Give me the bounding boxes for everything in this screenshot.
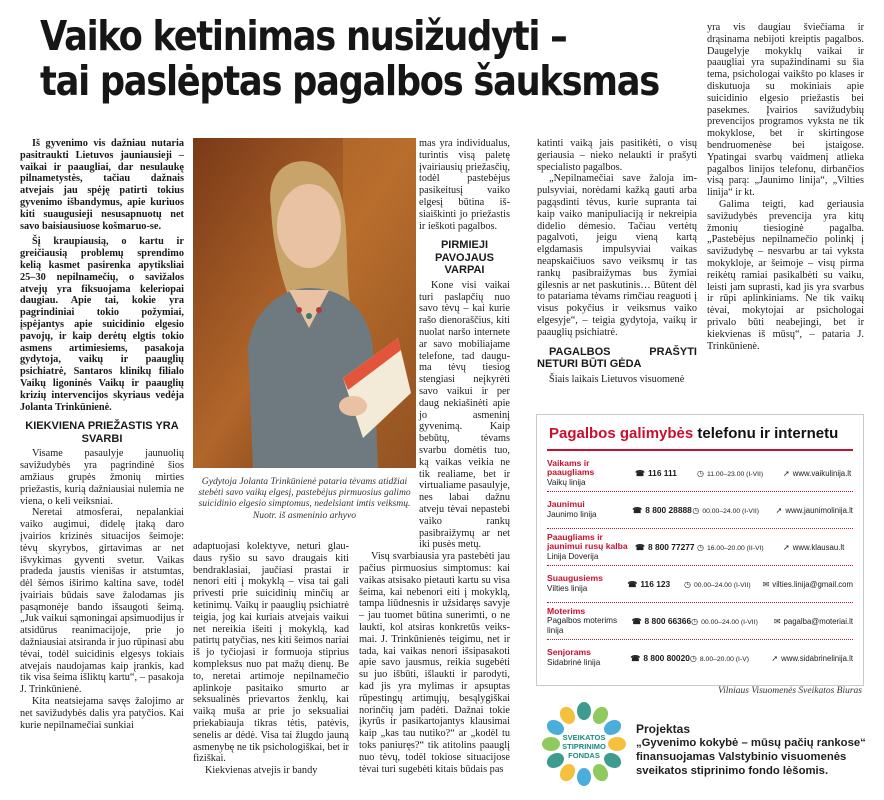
help-line-contact-text: pagalba@moteriai.lt: [783, 616, 853, 626]
help-line-phone: [635, 468, 697, 478]
help-line-row: [547, 492, 853, 529]
help-line-row: [547, 603, 853, 640]
help-line-target: [547, 607, 632, 636]
help-line-hours: [684, 580, 763, 589]
photo-caption: Gydytoja Jolanta Trinkūnienė pataria tėvams atidžiai stebėti savo vaikų elgesį, pastebėjus pirmuosius galimo suicidinio elgesio simptomus, nedelsiant imtis veiksmų. Nuotr. iš asmeninio arhyvo: [198, 476, 411, 521]
help-line-contact: [774, 617, 853, 626]
logo-petal: [542, 737, 560, 751]
logo-petal: [577, 702, 591, 720]
help-line-hours-text: 8.00–20.00 (I-V): [699, 655, 750, 663]
project-label: Projektas: [636, 722, 691, 736]
paragraph: Šiais laikais Lietuvos visuomenė: [549, 373, 685, 385]
help-line-service: Jaunimo linija: [547, 510, 597, 519]
paragraph: Galima teigti, kad geriausia savižudybės prevencija yra kitų žmonių tiesioginė pagalba. „Pastebėjus nepilnamečio polinkį į savižudybę – nesvarbu ar tai vyksta mokykloje, ar šeimoje – visų pirma reikėtų ramiai pasikalbėti su vaiku, leisti jam suprasti, kad jis yra svarbus ir rūpi aplinkiniams. Ne tik vaikų tėvai, mokytojai ar psichologai privalo būti neabejingi, bet ir kiekvienas iš mūsų“, – pataria J. Trinkūnienė.: [707, 198, 864, 352]
help-line-phone-number: 8 800 66366: [644, 616, 692, 626]
help-line-phone-number: 8 800 77277: [647, 542, 695, 552]
phone-icon: ☎: [635, 469, 645, 478]
source-credit: Vilniaus Visuomenės Sveikatos Biuras: [718, 686, 862, 696]
help-line-hours: [691, 617, 774, 626]
help-line-contact: [763, 580, 853, 589]
help-line-service: Sidabrinė linija: [547, 658, 601, 667]
subheading-pirmieji: PIRMIEJI PAVOJAUS VARPAI: [435, 239, 494, 277]
help-line-audience: Paaugliams ir jaunimui rusų kalba: [547, 531, 628, 552]
project-info: [636, 722, 876, 778]
column-2: [193, 541, 349, 798]
help-line-contact-text: vilties.linija@gmail.com: [772, 579, 854, 589]
help-lines-box: [536, 414, 864, 686]
cursor-icon: ➚: [775, 505, 783, 515]
project-funding-1: finansuojamas Valstybinio visuomenės: [636, 751, 847, 763]
help-line-row: [547, 455, 853, 492]
help-line-audience: Suaugusiems: [547, 573, 603, 584]
help-line-hours: [692, 506, 775, 515]
help-box-title-accent: Pagalbos galimybės: [549, 425, 694, 442]
clock-icon: ◷: [689, 653, 697, 663]
help-line-audience: Senjorams: [547, 647, 591, 658]
help-line-service: Vaikų linija: [547, 477, 586, 487]
cursor-icon: ➚: [783, 542, 790, 552]
help-line-contact: [776, 506, 853, 515]
help-line-hours-text: 11.00–23.00 (I-VII): [706, 470, 764, 478]
cursor-icon: ➚: [771, 653, 779, 663]
help-line-service: Pagalbos moterims linija: [547, 616, 618, 635]
clock-icon: ◷: [691, 616, 699, 626]
help-line-row: [547, 529, 853, 566]
help-line-contact-text: www.sidabrinelinija.lt: [781, 653, 853, 663]
help-line-audience: Jaunimui: [547, 499, 585, 510]
mail-icon: ✉: [773, 616, 781, 626]
headline: [40, 14, 762, 104]
help-line-phone: [632, 505, 692, 515]
sveikatos-fondas-logo: [540, 700, 628, 788]
logo-petal: [577, 768, 591, 786]
logo-text-1: SVEIKATOS: [562, 733, 606, 742]
help-line-phone-number: 116 111: [647, 468, 677, 478]
headline-line-2: tai paslėptas pagalbos šauksmas: [40, 57, 659, 105]
help-line-phone-number: 116 123: [640, 579, 671, 589]
help-line-contact-text: www.klausau.lt: [792, 542, 845, 552]
help-line-target: [547, 574, 627, 593]
column-4: [537, 138, 697, 408]
logo-petal: [608, 737, 626, 751]
help-line-audience: Moterims: [547, 605, 586, 616]
phone-icon: ☎: [630, 654, 641, 663]
help-box-title-rest: telefonu ir internetu: [697, 425, 839, 442]
paragraph: yra vis daugiau šviečiama ir drąsinama nebijoti kreiptis pagalbos. Daugelyje mokyklų vaikai ir paaugliai yra supažindinami su šia tema, psichologai vaikšto po klases ir diskutuoja su mokiniais apie suicidinio elgesio priežastis bei pasekmes. Įvairios savižudybių prevencijos programos vyksta ne tik mokyklose, bet ir skirtingose bendruomenėse bei įstaigose. Ypatingai svarbų vaidmenį atlieka pagalbos linijos telefonu, dirbančios visą parą: „Jaunimo linija“, „Vilties linija“ ir kt.: [707, 22, 864, 199]
paragraph: „Nepilnamečiai save žaloja impulsyviai, norėdami kažką gauti arba pagąsdinti tėvus, kurie supranta tai kaip vaiko manipuliaciją ir nekreipia didelio dėmesio. Tačiau vertėtų pagalvoti, jeigu vieną kartą elgdamasis impulsyviai vaikas neapskaičiuos savo veiksmų ir tas rankų pasibraižymas bus žymiai gilesnis ar net paskutinis… Būtent dėl to patariama tėvams rimčiau reaguoti į visus pokyčius ir veiksmus vaiko elgesyje“, – teigia gydytoja, vaikų ir paauglių psichiatrė.: [537, 173, 697, 338]
help-line-hours-text: 00.00–24.00 (I-VII): [702, 507, 760, 515]
help-line-contact-text: www.vaikulinija.lt: [792, 468, 852, 478]
help-line-target: [547, 459, 635, 488]
help-line-contact: [783, 469, 851, 478]
paragraph: katinti vaiką jais pasitikėti, o visų geriausia – nieko nelaukti ir prašyti specialisto pagalbos.: [537, 138, 697, 173]
paragraph: Visame pasaulyje jaunuolių savižudybės yra pagrindinė šios amžiaus grupės žmonių mirties priežastis, kurią dažniausiai nulemia ne viena, o keli veiksniai.: [20, 448, 184, 507]
clock-icon: ◷: [684, 579, 692, 589]
phone-icon: ☎: [635, 543, 645, 552]
paragraph: adaptuojasi kolektyve, neturi glaudaus ryšio su savo draugais kiti bendraklasiai, jaučiasi prastai ir nenori eiti į mokyklą – visa tai gali privesti prie suicidinių minčių ar ketinimų. Vaikų ir paauglių psichiatrė teigia, jog kai kuriais atvejais vaikui net nereikia išeiti į mokyklą, kad patirtų patyčias, nes kiti šeimos nariai iš jo tyčiojasi ir formuoja stiprius kompleksus nuo pat mažų dienų. Be to, neretai artimoje nepilnamečio aplinkoje pasitaiko smurto ar seksualinės prievartos ženklų, kai vaiką muša ar prie jo seksualiai priekabiauja tikras tėtis, patėvis, senelis ar dėdė. Visa tai žlugdo jauną asmenybę ne tik psichologiškai, bet ir fiziškai.: [193, 541, 349, 765]
help-line-target: [547, 500, 632, 519]
project-name: „Gyvenimo kokybė – mūsų pačių rankose“: [636, 737, 866, 749]
help-line-hours: [690, 654, 771, 663]
clock-icon: ◷: [697, 468, 704, 478]
paragraph: Visų svarbiausia yra pastebėti jau pačius pirmuosius simptomus: kai vaikas atsisako pietauti kartu su visa šeima, kai nebenori eiti į mokyklą, tampa liūdnesnis ir užsidaręs savyje – jau tuomet būtina sunerimti, o ne laukti, kol atsiras konkretūs veiksmai. J. Trinkūnienės teigimu, net ir tada, kai vaikas nenori išsipasakoti apie savo jausmus, reikia sugebėti su juo išbūti, išlaukti ir parodyti, kad jis yra mylimas ir apsuptas rūpestingų artimųjų, besąlygiškai norinčių jam padėti. Dažnai tokie įkyrūs ir pasikartojantys klausimai kaip „kas tau nutiko?“ ar „kodėl tu toks paniuręs?“ tik atitolins paauglį nuo tėvų, todėl tokiose situacijose tėvai turi sugebėti kitais būdais pas: [359, 551, 510, 775]
clock-icon: ◷: [692, 505, 700, 515]
help-line-service: Linija Doverija: [547, 551, 599, 561]
help-line-contact: [783, 543, 844, 552]
help-line-audience: Vaikams ir paaugliams: [547, 457, 595, 478]
headline-line-1: Vaiko ketinimas nusižudyti –: [40, 12, 567, 60]
help-line-row: [547, 566, 853, 603]
help-line-phone: [632, 616, 692, 626]
paragraph: Kita neatsiejama savęs žalojimo ar net savižudybės dalis yra patyčios. Kai kurie nepilnamečiai sunkiai: [20, 696, 184, 731]
paragraph: Neretai atmosferai, nepalankiai vaiko augimui, didelę įtaką daro įvairios krizinės situacijos šeimoje: tėvų skyrybos, girtavimas ar net išvykimas gyventi svetur. Vaikas pradeda jaustis vienišas ir atstumtas, dėl šėmos iširimo kaltina save, todėl įvairiais būdais save žalodamas jis pasąmonėje bando išsaugoti šeimą. „Juk vaikui sąmoningai apsimuodijus ir atsidūrus reanimacijoje, prie jo dažniausiai atsiranda ir juo rūpinasi abu tėvai, todėl suicidinis elgesys tokiais atvejais naudojamas kaip įrankis, kad tik visa šeima išliktų kartu“, – pasakoja J. Trinkūnienė.: [20, 507, 184, 696]
project-funding-2: sveikatos stiprinimo fondo lėšomis.: [636, 765, 829, 777]
column-5: [707, 22, 864, 410]
clock-icon: ◷: [697, 542, 704, 552]
help-line-hours-text: 00.00–24.00 (I-VII): [694, 581, 751, 589]
column-1: [20, 138, 184, 798]
logo-text-3: FONDAS: [568, 751, 600, 760]
help-line-phone-number: 8 800 28888: [645, 505, 692, 515]
phone-icon: ☎: [632, 506, 643, 515]
help-box-rule: [547, 449, 853, 451]
cursor-icon: ➚: [783, 468, 790, 478]
help-line-contact-text: www.jaunimolinija.lt: [785, 505, 853, 515]
help-line-phone-number: 8 800 80020: [643, 653, 690, 663]
fund-logo-icon: [540, 700, 628, 788]
lead-paragraph-2: Šį kraupiausią, o kartu ir greičiausią problemų sprendimo kelią kasmet pasirenka apytiksliai 25–30 nepilnamečių, o savižalos atvejų yra fiksuojama keleriopai daugiau. Apie tai, kokie yra pagrindiniai tokio požymiai, įspėjantys apie suicidinio elgesio pavojų, ir kaip derėtų elgtis tokio asmens artimiesiems, pasakoja gydytoja, vaikų ir paauglių psichiatrė, Santaros klinikų filialo Vaikų ligoninės Vaikų ir paauglių krizių intervencijos skyriaus vedėja Jolanta Trinkūnienė.: [20, 236, 184, 413]
help-line-hours-text: 16.00–20.00 (II-VI): [706, 544, 764, 552]
help-line-hours: [697, 543, 783, 552]
subheading-pagalbos: PAGALBOS PRAŠYTI NETURI BŪTI GĖDA: [537, 345, 697, 371]
help-line-target: [547, 648, 630, 667]
mail-icon: ✉: [762, 579, 770, 589]
help-line-contact: [771, 654, 853, 663]
help-line-service: Vilties linija: [547, 584, 588, 593]
paragraph: mas yra individualus, turintis visą paletę įvairiausių priežasčių, todėl pastebėjus pasikeitusį vaiko elgesį būtina išsiaiškinti jo priežastis ir ieškoti pagalbos.: [419, 138, 510, 232]
paragraph: Kone visi vaikai turi paslapčių nuo savo tėvų – kai kurie rašo dienoraščius, kiti nuolat naršo internete ar savo mobiliajame telefone, tad dauguma tėvų tiesiog stengiasi neįkyrėti savo vaikui ir per daug nekiašinėti apie jo asmeninį gyvenimą. Kaip bebūtų, tėvams svarbu domėtis tuo, ką vaikas veikia ne tik realiame, bet ir virtualiame pasaulyje, nes labai dažnu atveju tėvai nepastebi vaiko rankų pasibraižymų ar net iki pusės metų.: [419, 279, 510, 551]
phone-icon: ☎: [631, 617, 642, 626]
help-line-phone: [630, 653, 690, 663]
help-line-target: [547, 533, 635, 562]
subheading-kiekviena: KIEKVIENA PRIEŽASTIS YRA SVARBI: [25, 420, 179, 445]
help-line-hours: [697, 469, 783, 478]
help-line-hours-text: 00.00–24.00 (I-VII): [701, 618, 758, 626]
help-box-title: [549, 425, 863, 442]
help-line-row: [547, 640, 853, 676]
lead-paragraph-1: Iš gyvenimo vis dažniau nutaria pasitraukti Lietuvos jauniausieji – vaikai ir paaugliai, dar nesulaukę pilnametystės, tačiau dažnais atvejais jau spėję patirti tokius gyvenimo išbandymus, apie kuriuos kiti suaugusieji nesusapnuotų net savo baisiausiuose košmaruo-se.: [20, 138, 184, 232]
paragraph: Kiekvienas atvejis ir bandy: [205, 765, 318, 777]
column-3: [359, 138, 510, 798]
logo-text-2: STIPRINIMO: [562, 742, 606, 751]
help-line-list: [537, 455, 863, 676]
help-line-phone: [635, 542, 697, 552]
help-line-phone: [627, 579, 684, 589]
phone-icon: ☎: [627, 580, 638, 589]
